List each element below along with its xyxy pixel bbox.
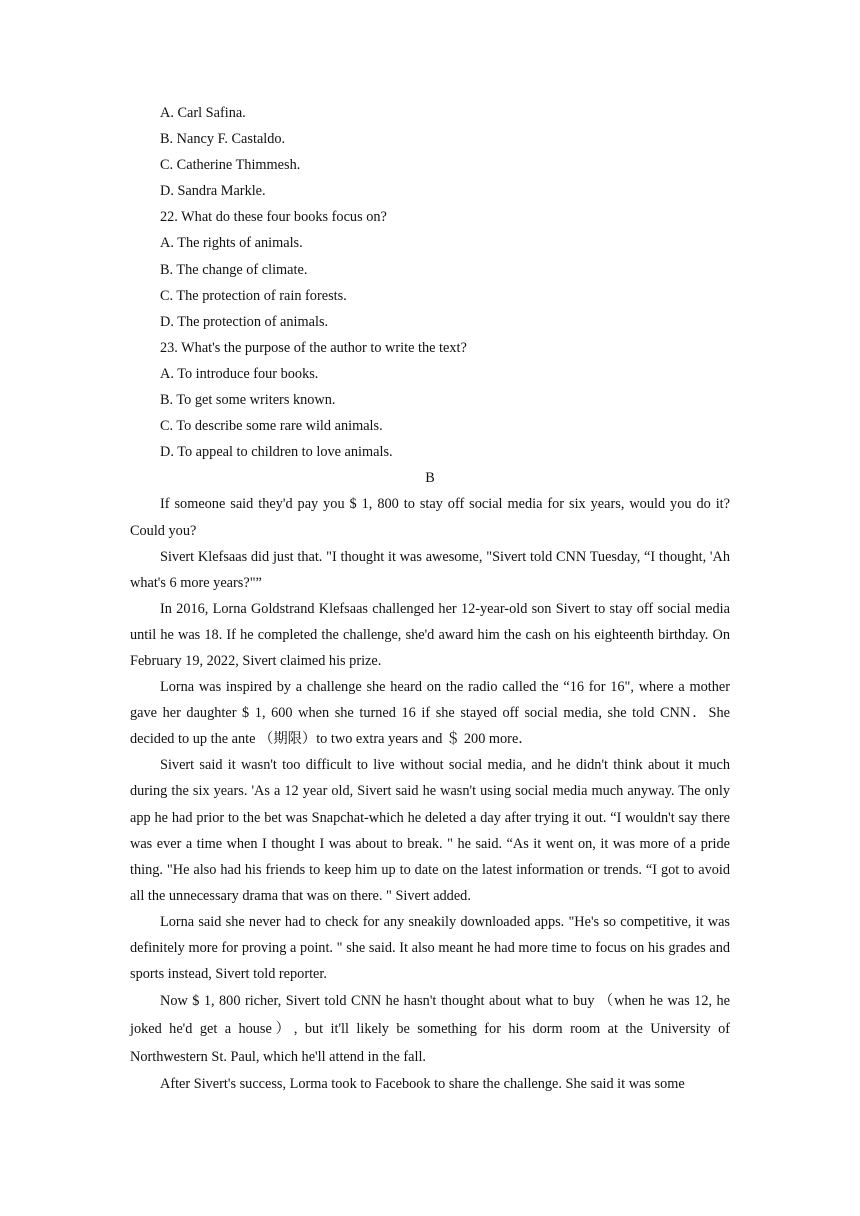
q21-option-b: B. Nancy F. Castaldo. <box>160 131 286 148</box>
q21-option-a: A. Carl Safina. <box>160 105 246 121</box>
q23-option-c: C. To describe some rare wild animals. <box>160 418 383 435</box>
q23-option-d: D. To appeal to children to love animals. <box>160 444 393 461</box>
passage-paragraph-5: Sivert said it wasn't too difficult to live without social media, and he didn't think about it much during the six years. 'As a 12 year old, Sivert said he wasn't using social media much anyway. The only app he had prior to the bet was Snapchat-which he deleted a day after trying it out. “I wouldn't say there was ever a time when I thought I was about to break. " he said. “As it went on, it was more of a pride thing. "He also had his friends to keep him up to date on the latest information or trends. “I got to avoid all the unnecessary drama that was on there. " Sivert added. <box>130 757 730 904</box>
passage-paragraph-2: Sivert Klefsaas did just that. "I thought it was awesome, "Sivert told CNN Tuesday, “I thought, 'Ah what's 6 more years?"” <box>130 548 730 591</box>
q23-option-b: B. To get some writers known. <box>160 392 336 409</box>
passage-paragraph-7: Now $ 1, 800 richer, Sivert told CNN he hasn't thought about what to buy （when he was 12, he joked he'd get a house）, but it'll likely be something for his dorm room at the University of Northwestern St. Paul, which he'll attend in the fall. <box>130 993 730 1066</box>
passage-paragraph-6: Lorna said she never had to check for any sneakily downloaded apps. "He's so competitive, it was definitely more for proving a point. " she said. It also meant he had more time to focus on his grades and sports instead, Sivert told reporter. <box>130 913 730 983</box>
q21-option-c: C. Catherine Thimmesh. <box>160 157 301 174</box>
section-b-label: B <box>425 470 435 487</box>
q22-option-b: B. The change of climate. <box>160 261 308 278</box>
q22-option-d: D. The protection of animals. <box>160 313 329 330</box>
q21-option-d: D. Sandra Markle. <box>160 183 266 200</box>
q22-option-a: A. The rights of animals. <box>160 235 303 252</box>
passage-paragraph-4: Lorna was inspired by a challenge she heard on the radio called the “16 for 16", where a mother gave her daughter $ 1, 600 when she turned 16 if she stayed off social media, she told CNN．She decided to up the ante （期限）to two extra years and ＄ 200 more． <box>130 679 730 748</box>
q23-option-a: A. To introduce four books. <box>160 365 319 382</box>
q22-option-c: C. The protection of rain forests. <box>160 287 347 304</box>
document-page <box>130 100 730 1097</box>
q22-question: 22. What do these four books focus on? <box>160 209 387 226</box>
passage-paragraph-8: After Sivert's success, Lorma took to Facebook to share the challenge. She said it was some <box>160 1076 685 1093</box>
passage-paragraph-3: In 2016, Lorna Goldstrand Klefsaas challenged her 12-year-old son Sivert to stay off social media until he was 18. If he completed the challenge, she'd award him the cash on his eighteenth birthday. On February 19, 2022, Sivert claimed his prize. <box>130 600 730 669</box>
passage-paragraph-1: If someone said they'd pay you $ 1, 800 to stay off social media for six years, would you do it? Could you? <box>130 496 730 539</box>
q23-question: 23. What's the purpose of the author to write the text? <box>160 339 467 356</box>
